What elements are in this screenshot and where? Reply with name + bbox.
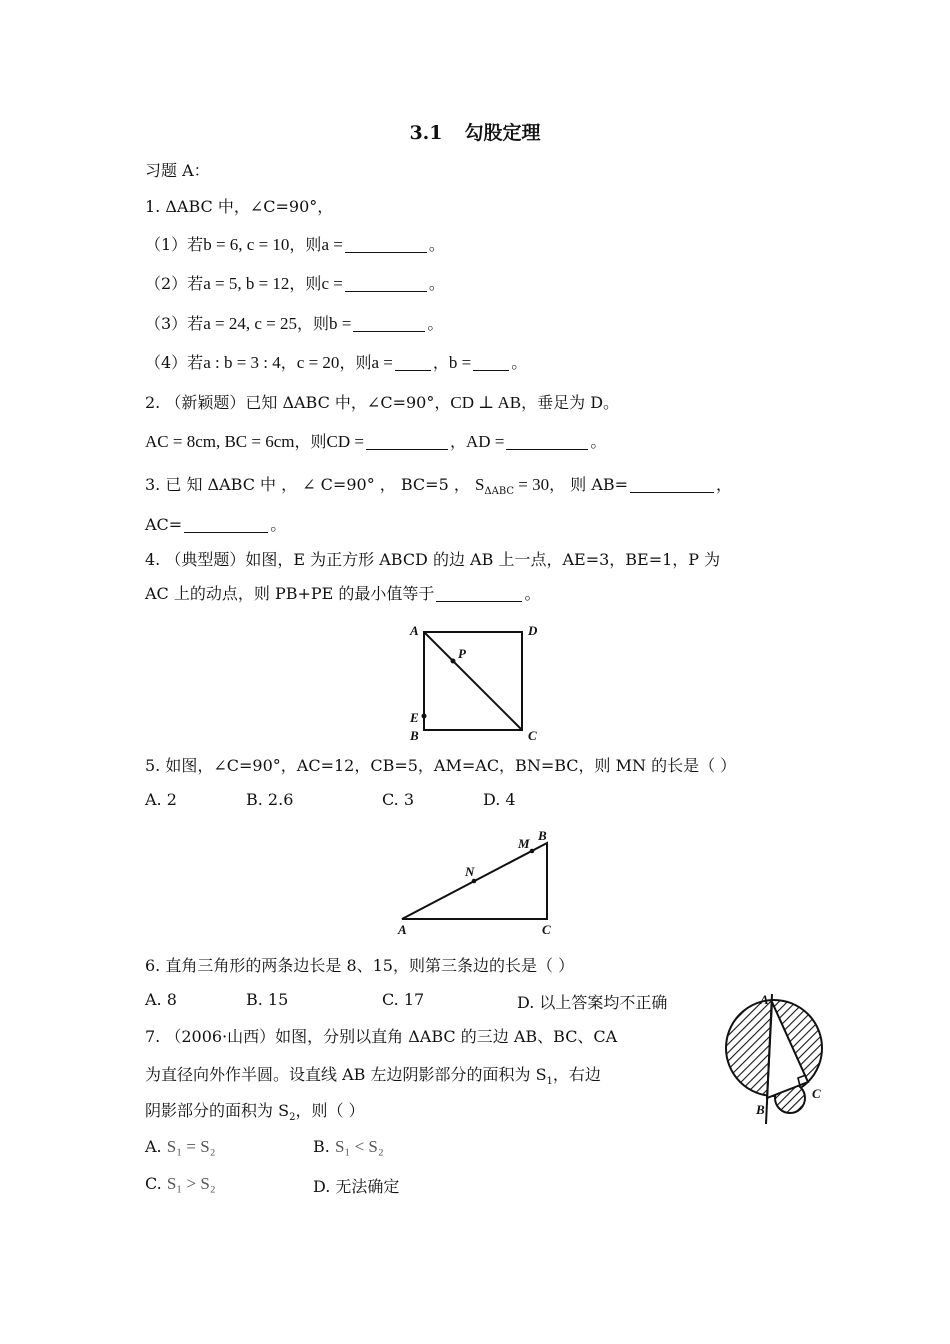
answer-blank[interactable] xyxy=(345,275,427,292)
diagonal-ac xyxy=(424,632,522,730)
label-b: B xyxy=(410,728,419,743)
label-p: P xyxy=(458,646,466,661)
q1-stem: 1. ΔABC 中，∠C=90°， xyxy=(145,197,334,216)
label-m: M xyxy=(518,836,530,851)
answer-blank[interactable] xyxy=(395,354,431,371)
q1-part3: （3）若a = 24, c = 25，则b = 。 xyxy=(145,314,444,333)
q1-part4: （4）若a : b = 3 : 4，c = 20，则a = ，b = 。 xyxy=(145,353,528,372)
label-c: C xyxy=(812,1086,821,1101)
q5-option-c[interactable]: C. 3 xyxy=(382,790,415,809)
title-text: 勾股定理 xyxy=(464,122,541,144)
q7-line3: 阴影部分的面积为 $S_2$，则（ ） xyxy=(145,1101,365,1124)
q6-option-d[interactable]: D. 以上答案均不正确 xyxy=(517,993,668,1012)
label-e: E xyxy=(410,710,419,725)
q5-stem: 5. 如图，∠C=90°，AC=12，CB=5，AM=AC，BN=BC，则 MN 的长是（ ） xyxy=(145,756,737,775)
q7-semicircle-figure xyxy=(722,990,842,1126)
answer-blank[interactable] xyxy=(366,433,448,450)
q1-part1: （1）若b = 6, c = 10，则a = 。 xyxy=(145,235,445,254)
q5-option-d[interactable]: D. 4 xyxy=(483,790,516,809)
answer-blank[interactable] xyxy=(353,315,425,332)
q7-option-d[interactable]: D. 无法确定 xyxy=(313,1177,400,1196)
q6-option-b[interactable]: B. 15 xyxy=(246,990,289,1009)
label-a: A xyxy=(398,922,407,937)
label-d: D xyxy=(528,623,538,638)
answer-blank[interactable] xyxy=(630,476,714,493)
point-n xyxy=(472,879,477,884)
label-a: A xyxy=(410,623,419,638)
label-b: B xyxy=(756,1102,765,1117)
label-n: N xyxy=(465,864,475,879)
q5-option-a[interactable]: A. 2 xyxy=(145,790,177,809)
answer-blank[interactable] xyxy=(506,433,588,450)
q2-line1: 2. （新颖题）已知 ΔABC 中，∠C=90°，CD ⊥ AB，垂足为 D。 xyxy=(145,393,620,412)
label-c: C xyxy=(528,728,537,743)
point-e xyxy=(422,714,427,719)
answer-blank[interactable] xyxy=(473,354,509,371)
q7-option-a[interactable]: A. S₁ = S₂ xyxy=(145,1137,216,1156)
q4-line2: AC 上的动点，则 PB+PE 的最小值等于 。 xyxy=(145,584,541,603)
label-b: B xyxy=(538,828,547,843)
q5-triangle-figure xyxy=(392,826,564,938)
q7-option-c[interactable]: C. S₁ > S₂ xyxy=(145,1174,216,1193)
q6-option-c[interactable]: C. 17 xyxy=(382,990,425,1009)
q4-line1: 4. （典型题）如图，E 为正方形 ABCD 的边 AB 上一点，AE=3，BE=1，P 为 xyxy=(145,550,721,569)
q3-line1: 3. 已 知 ΔABC 中 ， ∠ C=90° ， BC=5 ， $S_{\Delta ABC} = 30$， 则 AB= ， xyxy=(145,475,733,498)
answer-blank[interactable] xyxy=(436,585,522,602)
label-a: A xyxy=(760,992,769,1007)
q1-part2: （2）若a = 5, b = 12，则c = 。 xyxy=(145,274,445,293)
point-m xyxy=(530,849,535,854)
q5-option-b[interactable]: B. 2.6 xyxy=(246,790,294,809)
page-title xyxy=(0,118,950,145)
point-p xyxy=(451,659,456,664)
q3-line2: AC= 。 xyxy=(145,515,287,534)
answer-blank[interactable] xyxy=(345,236,427,253)
answer-blank[interactable] xyxy=(184,516,268,533)
title-number: 3.1 xyxy=(409,122,443,144)
q4-square-figure xyxy=(400,616,560,746)
label-c: C xyxy=(542,922,551,937)
q7-option-b[interactable]: B. S₁ < S₂ xyxy=(313,1137,384,1156)
q7-line1: 7. （2006·山西）如图，分别以直角 ΔABC 的三边 AB、BC、CA xyxy=(145,1027,618,1046)
section-label: 习题 A： xyxy=(145,161,210,180)
q7-line2: 为直径向外作半圆。设直线 AB 左边阴影部分的面积为 $S_1$，右边 xyxy=(145,1065,601,1088)
q6-option-a[interactable]: A. 8 xyxy=(145,990,177,1009)
q2-line2: AC = 8cm, BC = 6cm，则CD = ，AD = 。 xyxy=(145,432,607,451)
q6-stem: 6. 直角三角形的两条边长是 8、15，则第三条边的长是（ ） xyxy=(145,956,575,975)
